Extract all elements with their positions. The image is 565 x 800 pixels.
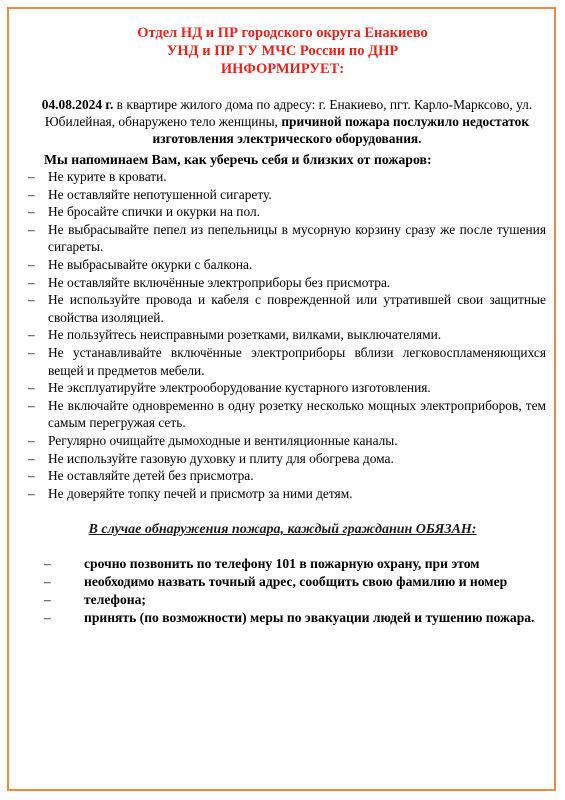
- list-item: – Не оставляйте включённые электроприборы без присмотра.: [28, 274, 391, 290]
- list-item: – Не доверяйте топку печей и присмотр за ними детям.: [28, 485, 353, 501]
- incident-text: в квартире жилого дома по адресу: г. Енакиево, пгт. Карло-Марксово, ул. Юбилейная, обнаружено тело женщины,: [44, 97, 533, 130]
- dash-marker: –: [28, 344, 35, 360]
- dash-marker: –: [28, 432, 35, 448]
- safety-tips-list: [24, 168, 546, 502]
- header-line-1: Отдел НД и ПР городского округа Енакиево: [137, 25, 428, 41]
- dash-marker: –: [28, 450, 35, 466]
- duties-list: [44, 555, 546, 627]
- list-item: – Не используйте газовую духовку и плиту для обогрева дома.: [28, 450, 394, 466]
- duty-heading: В случае обнаружения пожара, каждый гражданин ОБЯЗАН:: [88, 522, 477, 537]
- list-item: – необходимо назвать точный адрес, сообщить свою фамилию и номер: [44, 574, 508, 589]
- dash-marker: –: [28, 204, 35, 220]
- dash-marker: –: [28, 186, 35, 202]
- list-item: – Не включайте одновременно в одну розетку несколько мощных электроприборов, тем самым перегружая сеть.: [28, 397, 546, 431]
- dash-marker: –: [28, 274, 35, 290]
- list-item: – Не устанавливайте включённые электроприборы вблизи легковоспламеняющихся вещей и предметов мебели.: [28, 344, 546, 378]
- dash-marker: –: [44, 610, 51, 625]
- header: [0, 24, 565, 78]
- dash-marker: –: [44, 574, 51, 589]
- incident-paragraph: [28, 96, 546, 148]
- list-item: – срочно позвонить по телефону 101 в пожарную охрану, при этом: [44, 556, 480, 571]
- dash-marker: –: [28, 256, 35, 272]
- list-item: – принять (по возможности) меры по эвакуации людей и тушению пожара.: [44, 610, 535, 625]
- list-item: – Не выбрасывайте пепел из пепельницы в мусорную корзину сразу же после тушения сигареты.: [28, 221, 546, 255]
- list-item: – Не пользуйтесь неисправными розетками, вилками, выключателями.: [28, 327, 442, 343]
- list-item: – Не курите в кровати.: [28, 169, 167, 184]
- dash-marker: –: [28, 327, 35, 343]
- incident-date: 04.08.2024 г.: [41, 97, 114, 112]
- dash-marker: –: [28, 292, 35, 308]
- list-item: – Не эксплуатируйте электрооборудование кустарного изготовления.: [28, 380, 431, 396]
- dash-marker: –: [44, 556, 51, 571]
- dash-marker: –: [28, 485, 35, 501]
- list-item: – Не используйте провода и кабеля с поврежденной или утратившей свои защитные свойства изоляцией.: [28, 292, 546, 325]
- header-line-3: ИНФОРМИРУЕТ:: [220, 61, 345, 77]
- dash-marker: –: [28, 468, 35, 484]
- reminder-heading: Мы напоминаем Вам, как уберечь себя и близких от пожаров:: [44, 152, 432, 167]
- dash-marker: –: [28, 169, 35, 184]
- list-item: – Регулярно очищайте дымоходные и вентиляционные каналы.: [28, 432, 398, 448]
- incident-cause: причиной пожара послужило недостаток изготовления электрического оборудования.: [152, 114, 530, 147]
- dash-marker: –: [28, 380, 35, 396]
- dash-marker: –: [28, 221, 35, 237]
- list-item: – Не выбрасывайте окурки с балкона.: [28, 256, 253, 272]
- list-item: – Не оставляйте детей без присмотра.: [28, 468, 254, 484]
- list-item: – Не оставляйте непотушенной сигарету.: [28, 186, 272, 202]
- dash-marker: –: [44, 592, 51, 607]
- dash-marker: –: [28, 397, 35, 413]
- list-item: – телефона;: [44, 592, 146, 607]
- header-line-2: УНД и ПР ГУ МЧС России по ДНР: [166, 43, 399, 59]
- list-item: – Не бросайте спички и окурки на пол.: [28, 204, 260, 220]
